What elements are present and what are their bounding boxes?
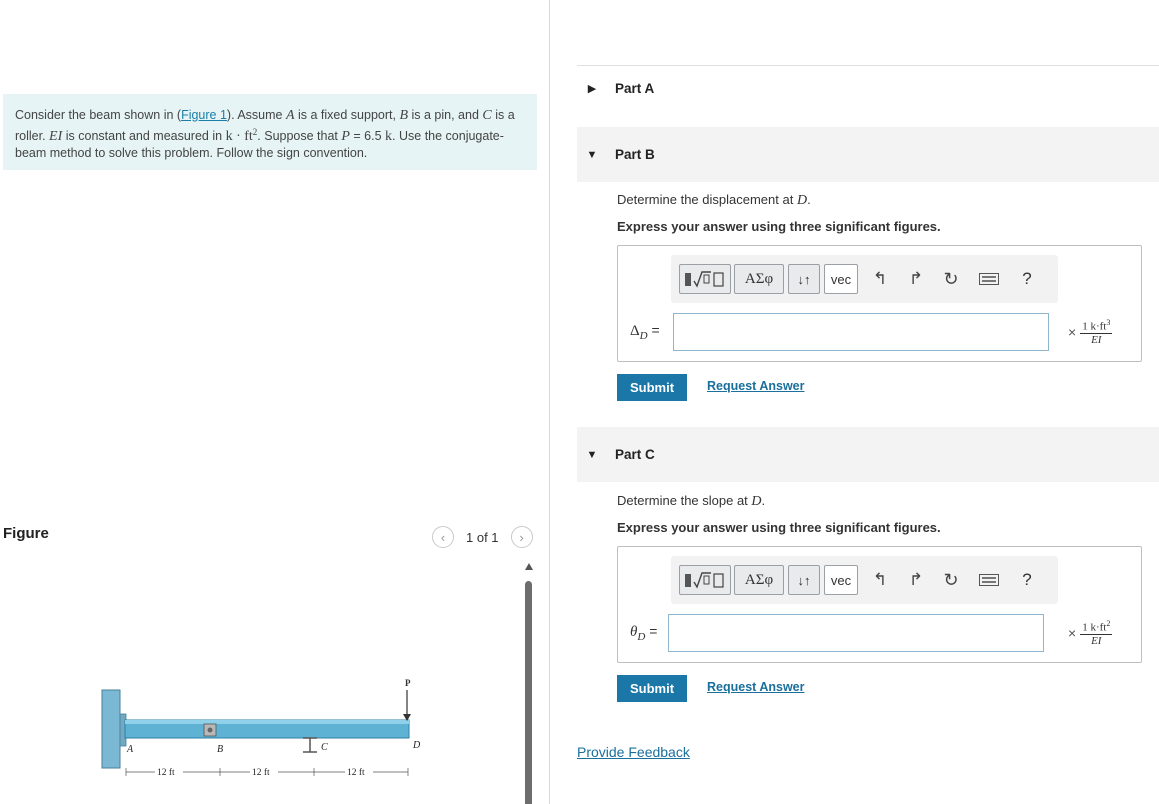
question-text: Determine the slope at: [617, 493, 752, 508]
part-b-instruction: Express your answer using three significant figures.: [617, 219, 941, 234]
chevron-right-icon[interactable]: ›: [511, 526, 533, 548]
part-b-answer-box: [617, 245, 1142, 362]
unit-exp: 2: [252, 127, 258, 137]
part-c-instruction: Express your answer using three significant figures.: [617, 520, 941, 535]
question-text: .: [761, 493, 766, 508]
part-a-header[interactable]: [577, 66, 1159, 110]
scroll-thumb[interactable]: [525, 581, 532, 804]
reset-icon[interactable]: ↻: [943, 268, 959, 289]
var-ei: EI: [49, 129, 63, 145]
part-c-question: [617, 493, 765, 510]
templates-glyph: [683, 570, 727, 590]
answer-label: [630, 322, 660, 342]
part-c-submit-button[interactable]: Submit: [617, 675, 687, 702]
displacement-input[interactable]: [673, 313, 1049, 351]
beam-highlight: [125, 720, 409, 724]
caret-right-icon: ▶: [587, 82, 597, 95]
point-label-d: D: [413, 740, 421, 751]
pin-icon: [208, 728, 213, 733]
unit-numerator: [1080, 318, 1112, 334]
column-divider: [549, 0, 550, 804]
problem-text: is a fixed support,: [294, 108, 400, 122]
unit-denominator: EI: [1091, 333, 1102, 346]
redo-icon[interactable]: ↱: [908, 570, 924, 589]
question-var: D: [796, 193, 808, 208]
scroll-up-arrow-icon[interactable]: [525, 563, 533, 570]
figure-label: Figure: [3, 525, 49, 542]
keyboard-glyph: [979, 273, 999, 285]
part-c-title: Part C: [615, 447, 655, 462]
dimension-label-ab: 12 ft: [157, 768, 175, 778]
dimension-label-bc: 12 ft: [252, 768, 270, 778]
problem-text: is a pin, and: [408, 108, 483, 122]
dimension-label-cd: 12 ft: [347, 768, 365, 778]
left-panel: [0, 0, 549, 804]
templates-icon[interactable]: [679, 565, 731, 595]
sort-arrows-icon[interactable]: ↓↑: [788, 264, 820, 294]
part-b-submit-button[interactable]: Submit: [617, 374, 687, 401]
question-var: D: [751, 494, 762, 509]
unit-kft: k · ft: [225, 129, 253, 145]
problem-text: is a roller.: [15, 108, 515, 144]
var-p: P: [341, 129, 350, 145]
help-icon[interactable]: ?: [1022, 570, 1032, 589]
part-b-question: [617, 192, 811, 209]
unit-fraction: [1080, 318, 1112, 346]
provide-feedback-link[interactable]: Provide Feedback: [577, 744, 690, 760]
problem-text: ). Assume: [226, 108, 286, 122]
answer-units: [1068, 619, 1112, 647]
slope-input[interactable]: [668, 614, 1044, 652]
unit-denominator: EI: [1091, 634, 1102, 647]
sort-arrows-icon[interactable]: ↓↑: [788, 565, 820, 595]
templates-icon[interactable]: [679, 264, 731, 294]
fixed-support-wall: [102, 690, 120, 768]
beam-diagram: [95, 676, 435, 786]
vector-icon[interactable]: vec: [824, 565, 858, 595]
answer-label: [630, 623, 657, 643]
answer-subscript: D: [639, 329, 648, 342]
chevron-left-icon[interactable]: ‹: [432, 526, 454, 548]
unit-num-text: 1 k·ft: [1082, 621, 1107, 634]
unit-num-text: 1 k·ft: [1082, 320, 1107, 333]
figure-nav: [432, 526, 533, 548]
keyboard-glyph: [979, 574, 999, 586]
p-value: = 6.5: [349, 129, 386, 144]
vector-icon[interactable]: vec: [824, 264, 858, 294]
part-b-request-answer-link[interactable]: Request Answer: [707, 379, 805, 393]
problem-text: is constant and measured in: [62, 129, 226, 144]
unit-num-exp: 2: [1106, 619, 1111, 628]
answer-equals: =: [645, 623, 658, 639]
help-icon[interactable]: ?: [1022, 269, 1032, 288]
problem-text: . Suppose that: [257, 129, 342, 144]
answer-subscript: D: [637, 630, 646, 643]
problem-text: . Use the conjugate-beam method to solve this problem. Follow the sign convention.: [15, 129, 504, 161]
unit-fraction: [1080, 619, 1112, 647]
greek-symbols-icon[interactable]: ΑΣφ: [734, 565, 784, 595]
keyboard-icon[interactable]: [976, 266, 1002, 292]
templates-glyph: [683, 269, 727, 289]
unit-k: k: [385, 129, 393, 145]
figure-counter: 1 of 1: [466, 529, 499, 545]
problem-statement: [3, 94, 537, 170]
var-c: C: [482, 108, 492, 123]
part-b-header[interactable]: [577, 127, 1159, 182]
caret-down-icon: ▼: [586, 148, 598, 161]
math-toolbar: [671, 255, 1058, 303]
part-b-title: Part B: [615, 147, 655, 162]
var-a: A: [285, 108, 295, 123]
part-a-title: Part A: [615, 80, 655, 96]
answer-symbol: θ: [630, 624, 638, 640]
answer-symbol: Δ: [630, 323, 640, 339]
reset-icon[interactable]: ↻: [943, 569, 959, 590]
point-label-c: C: [321, 742, 328, 753]
part-c-header[interactable]: [577, 427, 1159, 482]
undo-icon[interactable]: ↰: [872, 269, 888, 288]
answer-units: [1068, 318, 1112, 346]
point-label-a: A: [127, 744, 134, 755]
part-c-request-answer-link[interactable]: Request Answer: [707, 680, 805, 694]
question-text: .: [807, 192, 811, 207]
point-label-b: B: [217, 744, 224, 755]
unit-num-exp: 3: [1106, 318, 1111, 327]
part-c-answer-box: [617, 546, 1142, 663]
unit-numerator: [1080, 619, 1112, 635]
times-sign: ×: [1068, 624, 1077, 641]
keyboard-icon[interactable]: [976, 567, 1002, 593]
load-label: P: [405, 678, 411, 688]
times-sign: ×: [1068, 323, 1077, 340]
problem-text: Consider the beam shown in (: [15, 108, 182, 122]
undo-icon[interactable]: ↰: [872, 570, 888, 589]
figure-link[interactable]: Figure 1: [181, 108, 227, 122]
var-b: B: [399, 108, 409, 123]
redo-icon[interactable]: ↱: [908, 269, 924, 288]
figure-scrollbar[interactable]: [524, 563, 534, 804]
greek-symbols-icon[interactable]: ΑΣφ: [734, 264, 784, 294]
roller-support-c: [303, 738, 317, 752]
answer-equals: =: [647, 322, 660, 338]
math-toolbar: [671, 556, 1058, 604]
question-text: Determine the displacement at: [617, 192, 797, 207]
caret-down-icon: ▼: [586, 448, 598, 461]
